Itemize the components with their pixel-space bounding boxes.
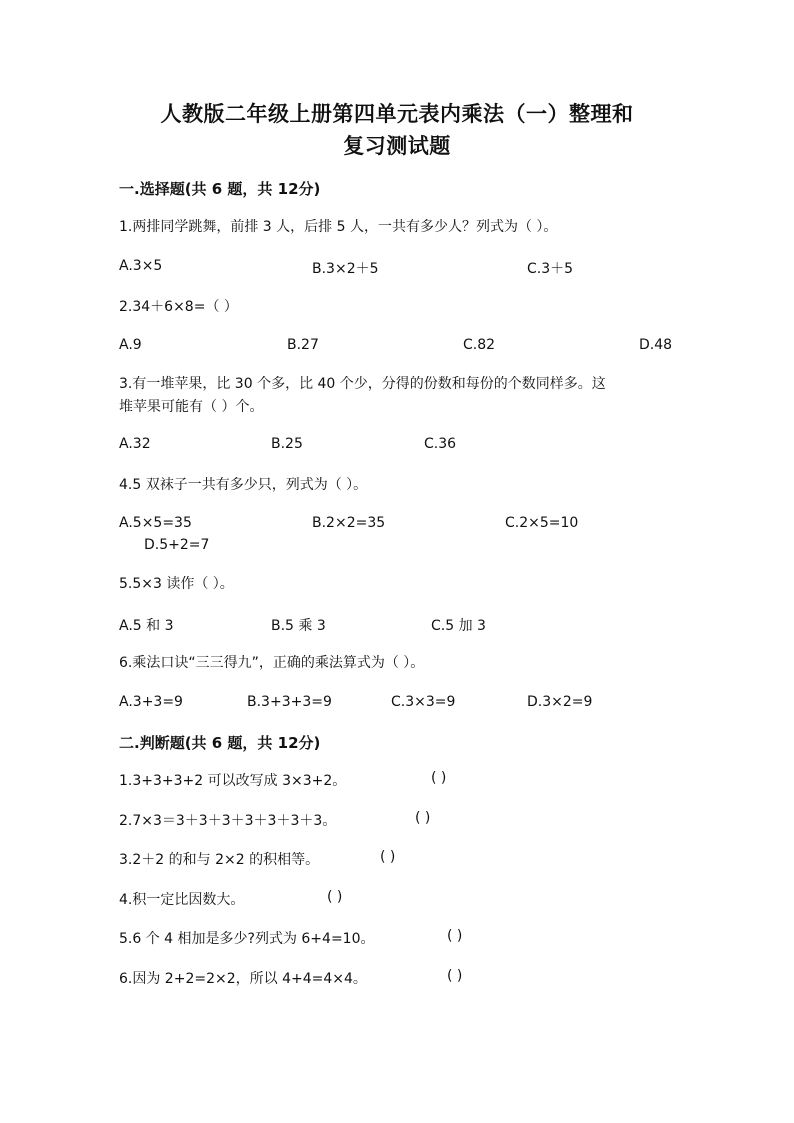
judgment-3: 3.2＋2 的和与 2×2 的积相等。 <box>119 852 320 868</box>
question-1-5: 5.5×3 读作（ ）。 <box>119 576 234 592</box>
q1-2-option-c: C.82 <box>463 337 496 353</box>
judgment-2: 2.7×3＝3＋3＋3＋3＋3＋3＋3。 <box>119 813 337 829</box>
q1-4-option-c: C.2×5=10 <box>505 515 579 531</box>
question-1-6: 6.乘法口诀“三三得九”，正确的乘法算式为（ ）。 <box>119 655 425 671</box>
q1-4-option-d: D.5+2=7 <box>144 537 210 553</box>
judgment-4: 4.积一定比因数大。 <box>119 892 245 908</box>
judgment-4-answer-blank: ( ) <box>327 889 343 905</box>
judgment-6-answer-blank: ( ) <box>447 968 463 984</box>
judgment-1: 1.3+3+3+2 可以改写成 3×3+2。 <box>119 773 347 789</box>
question-1-1: 1.两排同学跳舞，前排 3 人，后排 5 人，一共有多少人？列式为（ ）。 <box>119 219 558 235</box>
judgment-5: 5.6 个 4 相加是多少?列式为 6+4=10。 <box>119 931 375 947</box>
q1-4-option-a: A.5×5=35 <box>119 515 192 531</box>
q1-6-option-b: B.3+3+3=9 <box>247 694 332 710</box>
q1-3-option-c: C.36 <box>424 436 457 452</box>
q1-1-option-a: A.3×5 <box>119 258 163 274</box>
q1-6-option-d: D.3×2=9 <box>527 694 593 710</box>
judgment-5-answer-blank: ( ) <box>447 928 463 944</box>
q1-2-option-a: A.9 <box>119 337 142 353</box>
q1-2-option-d: D.48 <box>639 337 673 353</box>
q1-2-option-b: B.27 <box>287 337 319 353</box>
q1-6-option-a: A.3+3=9 <box>119 694 183 710</box>
section-heading-choice: 一.选择题(共 6 题，共 12分) <box>119 180 321 198</box>
q1-1-option-b: B.3×2＋5 <box>312 261 379 277</box>
q1-3-option-a: A.32 <box>119 436 151 452</box>
judgment-2-answer-blank: ( ) <box>415 810 431 826</box>
question-1-3-line-1: 3.有一堆苹果，比 30 个多，比 40 个少，分得的份数和每份的个数同样多。这 <box>119 376 606 392</box>
q1-4-option-b: B.2×2=35 <box>312 515 386 531</box>
page-title-line-1: 人教版二年级上册第四单元表内乘法（一）整理和 <box>160 101 634 126</box>
q1-3-option-b: B.25 <box>271 436 303 452</box>
section-heading-judgment: 二.判断题(共 6 题，共 12分) <box>119 734 321 752</box>
q1-5-option-c: C.5 加 3 <box>431 618 486 634</box>
question-1-3-line-2: 堆苹果可能有（ ）个。 <box>119 399 264 415</box>
q1-6-option-c: C.3×3=9 <box>391 694 456 710</box>
question-1-2: 2.34＋6×8=（ ） <box>119 299 238 315</box>
judgment-1-answer-blank: ( ) <box>431 770 447 786</box>
q1-1-option-c: C.3＋5 <box>527 261 574 277</box>
question-1-4: 4.5 双袜子一共有多少只，列式为（ ）。 <box>119 477 368 493</box>
page-title-line-2: 复习测试题 <box>343 133 451 158</box>
q1-5-option-b: B.5 乘 3 <box>271 618 326 634</box>
q1-5-option-a: A.5 和 3 <box>119 618 174 634</box>
judgment-3-answer-blank: ( ) <box>380 849 396 865</box>
judgment-6: 6.因为 2+2=2×2，所以 4+4=4×4。 <box>119 971 367 987</box>
